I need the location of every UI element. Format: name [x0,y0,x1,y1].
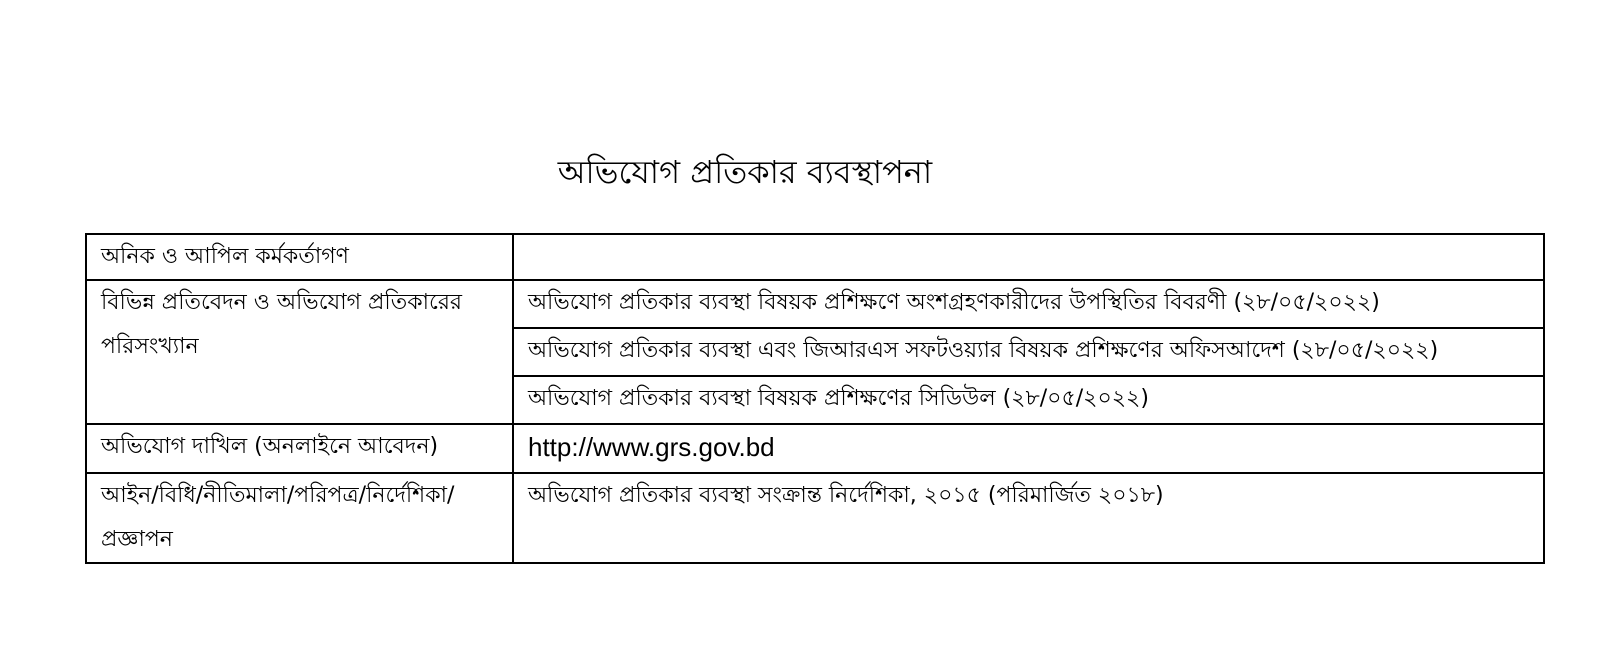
row-label-laws: আইন/বিধি/নীতিমালা/পরিপত্র/নির্দেশিকা/প্রজ্ঞাপন [86,473,513,563]
table-row [86,280,1544,328]
row-content-officers [513,234,1544,280]
table-row [86,234,1544,280]
row-label-officers: অনিক ও আপিল কর্মকর্তাগণ [86,234,513,280]
document-link-office-order[interactable]: অভিযোগ প্রতিকার ব্যবস্থা এবং জিআরএস সফটওয়্যার বিষয়ক প্রশিক্ষণের অফিসআদেশ (২৮/০৫/২০২২) [513,328,1544,376]
document-link-attendance[interactable]: অভিযোগ প্রতিকার ব্যবস্থা বিষয়ক প্রশিক্ষণে অংশগ্রহণকারীদের উপস্থিতির বিবরণী (২৮/০৫/২০২২) [513,280,1544,328]
grs-website-link[interactable]: http://www.grs.gov.bd [528,432,775,462]
row-content-online-complaint [513,424,1544,473]
table-row [86,473,1544,563]
row-label-reports: বিভিন্ন প্রতিবেদন ও অভিযোগ প্রতিকারের পরিসংখ্যান [86,280,513,424]
grs-info-table [85,233,1545,564]
document-link-schedule[interactable]: অভিযোগ প্রতিকার ব্যবস্থা বিষয়ক প্রশিক্ষণের সিডিউল (২৮/০৫/২০২২) [513,376,1544,424]
document-link-guideline[interactable]: অভিযোগ প্রতিকার ব্যবস্থা সংক্রান্ত নির্দেশিকা, ২০১৫ (পরিমার্জিত ২০১৮) [513,473,1544,563]
page-title: অভিযোগ প্রতিকার ব্যবস্থাপনা [557,153,933,191]
table-row [86,424,1544,473]
row-label-online-complaint: অভিযোগ দাখিল (অনলাইনে আবেদন) [86,424,513,473]
